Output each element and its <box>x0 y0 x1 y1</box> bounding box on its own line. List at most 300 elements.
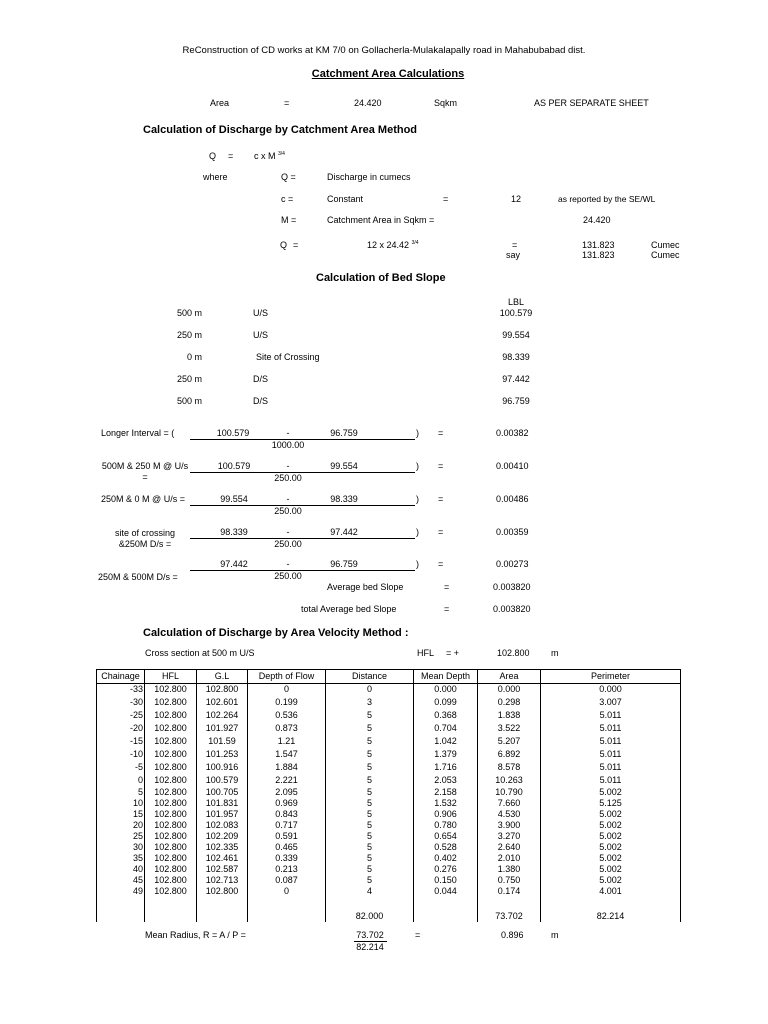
table-row <box>97 853 681 864</box>
table-cell: 0.368 <box>414 709 478 722</box>
slope-upper-value: 99.554 <box>220 494 248 504</box>
bed-point-distance: 500 m <box>176 308 202 318</box>
slope-label: 250M & 500M D/s = <box>98 572 178 582</box>
hfl-eq: = + <box>446 648 460 658</box>
table-cell: 0.704 <box>414 722 478 735</box>
table-cell <box>145 897 197 908</box>
slope-upper-value: 100.579 <box>217 461 251 471</box>
table-cell: 102.800 <box>145 787 197 798</box>
table-cell: 1.884 <box>248 761 326 774</box>
slope-denominator: 250.00 <box>274 571 302 581</box>
average-slope-label: Average bed Slope <box>327 582 404 592</box>
table-cell <box>414 897 478 908</box>
catchment-method-heading: Calculation of Discharge by Catchment Area Method <box>143 124 418 136</box>
table-row <box>97 735 681 748</box>
table-row <box>97 798 681 809</box>
page-title: Catchment Area Calculations <box>311 68 465 80</box>
slope-result: 0.00486 <box>496 494 529 504</box>
say-unit: Cumec <box>651 250 680 260</box>
bed-point-lbl: 99.554 <box>502 330 530 340</box>
mean-radius-denominator: 82.214 <box>356 942 384 952</box>
table-total-cell <box>414 908 478 922</box>
c-def-text: Constant <box>327 194 364 204</box>
table-total-cell: 82.000 <box>326 908 414 922</box>
table-cell: 0.099 <box>414 696 478 709</box>
column-header: Area <box>478 670 541 684</box>
table-cell: 102.335 <box>197 842 248 853</box>
table-total-cell: 73.702 <box>478 908 541 922</box>
table-cell: 1.547 <box>248 748 326 761</box>
table-cell: 1.716 <box>414 761 478 774</box>
table-cell: 10.790 <box>478 787 541 798</box>
slope-result: 0.00273 <box>496 559 529 569</box>
table-cell: -20 <box>97 722 145 735</box>
table-cell: 0.969 <box>248 798 326 809</box>
table-cell: 0.717 <box>248 820 326 831</box>
table-total-cell <box>97 908 145 922</box>
table-cell: 1.21 <box>248 735 326 748</box>
slope-minus: - <box>286 461 290 471</box>
table-cell: 5.002 <box>541 787 681 798</box>
slope-lower-value: 96.759 <box>330 428 358 438</box>
formula-rhs: c x M $^{3/4}$ <box>254 151 285 161</box>
formula-lhs: Q <box>209 151 217 161</box>
table-cell: 102.713 <box>197 875 248 886</box>
table-cell: 25 <box>97 831 145 842</box>
table-cell: 102.800 <box>145 820 197 831</box>
table-body <box>97 684 681 922</box>
table-cell: 101.927 <box>197 722 248 735</box>
table-cell: 0 <box>97 774 145 787</box>
table-cell: 4 <box>326 886 414 897</box>
table-cell: 102.800 <box>197 886 248 897</box>
slope-close-paren: ) <box>416 494 419 504</box>
area-velocity-heading: Calculation of Discharge by Area Velocity Method : <box>143 627 409 639</box>
table-row <box>97 761 681 774</box>
slope-lower-value: 97.442 <box>330 527 358 537</box>
area-value: 24.420 <box>354 98 382 108</box>
table-cell: 6.892 <box>478 748 541 761</box>
table-cell: 2.053 <box>414 774 478 787</box>
table-cell: 5.011 <box>541 735 681 748</box>
bed-point-location: D/S <box>253 396 269 406</box>
table-cell: 5.011 <box>541 722 681 735</box>
q-calc-value: 131.823 <box>582 240 615 250</box>
table-cell: 0.150 <box>414 875 478 886</box>
table-total-cell: 82.214 <box>541 908 681 922</box>
table-cell: 5.011 <box>541 709 681 722</box>
m-value: 24.420 <box>583 215 611 225</box>
column-header: Depth of Flow <box>248 670 326 684</box>
table-cell <box>326 897 414 908</box>
slope-upper-value: 97.442 <box>220 559 248 569</box>
table-row <box>97 864 681 875</box>
q-calc-symbol: Q <box>280 240 288 250</box>
table-cell: 102.083 <box>197 820 248 831</box>
table-cell: 102.800 <box>145 761 197 774</box>
say-value: 131.823 <box>582 250 615 260</box>
table-cell: 0.591 <box>248 831 326 842</box>
slope-denominator: 250.00 <box>274 539 302 549</box>
table-cell: 100.579 <box>197 774 248 787</box>
m-def-text: Catchment Area in Sqkm = <box>327 215 435 225</box>
table-cell: 102.800 <box>145 684 197 696</box>
table-cell: 40 <box>97 864 145 875</box>
table-cell <box>248 897 326 908</box>
q-calc-eq2: = <box>512 240 518 250</box>
table-cell: 5.002 <box>541 853 681 864</box>
table-cell: 102.800 <box>145 774 197 787</box>
table-cell: 1.838 <box>478 709 541 722</box>
slope-eq: = <box>438 428 444 438</box>
area-note: AS PER SEPARATE SHEET <box>534 98 649 108</box>
average-slope-eq: = <box>444 582 450 592</box>
table-cell: 5.002 <box>541 875 681 886</box>
column-header: Distance <box>326 670 414 684</box>
table-row <box>97 709 681 722</box>
table-cell: 0.199 <box>248 696 326 709</box>
slope-label: site of crossing &250M D/s = <box>114 528 176 549</box>
table-cell: 100.705 <box>197 787 248 798</box>
slope-result: 0.00410 <box>496 461 529 471</box>
slope-upper-value: 98.339 <box>220 527 248 537</box>
table-cell: 5 <box>326 735 414 748</box>
table-cell: 102.800 <box>145 831 197 842</box>
table-cell: -15 <box>97 735 145 748</box>
table-cell: 0.174 <box>478 886 541 897</box>
table-cell: 0 <box>326 684 414 696</box>
table-cell: 0.843 <box>248 809 326 820</box>
table-cell: 0.339 <box>248 853 326 864</box>
table-cell: 1.380 <box>478 864 541 875</box>
table-cell: 5.002 <box>541 820 681 831</box>
table-cell: 0.536 <box>248 709 326 722</box>
table-cell: 101.957 <box>197 809 248 820</box>
table-cell: 0 <box>248 684 326 696</box>
slope-eq: = <box>438 461 444 471</box>
table-cell: 5 <box>326 774 414 787</box>
formula-eq: = <box>228 151 234 161</box>
table-cell: 0.298 <box>478 696 541 709</box>
table-cell: 101.253 <box>197 748 248 761</box>
table-cell: 5.002 <box>541 809 681 820</box>
slope-close-paren: ) <box>416 461 419 471</box>
table-cell: 5.002 <box>541 864 681 875</box>
table-cell: 102.800 <box>145 864 197 875</box>
table-cell: 2.640 <box>478 842 541 853</box>
q-calc-expr: 12 x 24.42 $^{3/4}$ <box>367 240 419 250</box>
table-cell: 0.654 <box>414 831 478 842</box>
column-header: Perimeter <box>541 670 681 684</box>
document-subject: ReConstruction of CD works at KM 7/0 on Gollacherla-Mulakalapally road in Mahabubabad dist. <box>182 45 586 56</box>
table-cell: 102.800 <box>145 809 197 820</box>
table-cell: 102.800 <box>145 722 197 735</box>
table-cell: 10 <box>97 798 145 809</box>
table-cell: 102.209 <box>197 831 248 842</box>
table-cell: 5 <box>326 875 414 886</box>
table-cell: 102.800 <box>145 748 197 761</box>
table-row <box>97 787 681 798</box>
table-cell: 5 <box>326 864 414 875</box>
bed-point-lbl: 97.442 <box>502 374 530 384</box>
total-average-slope-eq: = <box>444 604 450 614</box>
table-cell: 2.010 <box>478 853 541 864</box>
table-row <box>97 831 681 842</box>
table-cell: 0.873 <box>248 722 326 735</box>
bed-point-lbl: 98.339 <box>502 352 530 362</box>
table-cell: 15 <box>97 809 145 820</box>
table-cell: 0.213 <box>248 864 326 875</box>
c-eq: = <box>443 194 449 204</box>
table-cell: 0.000 <box>414 684 478 696</box>
q-def-text: Discharge in cumecs <box>327 172 411 182</box>
table-cell: 4.001 <box>541 886 681 897</box>
slope-close-paren: ) <box>416 428 419 438</box>
table-cell: 0 <box>248 886 326 897</box>
table-cell: -25 <box>97 709 145 722</box>
slope-minus: - <box>286 527 290 537</box>
table-cell: 5 <box>326 853 414 864</box>
slope-label: 500M & 250 M @ U/s = <box>101 461 189 482</box>
table-cell <box>197 897 248 908</box>
table-cell: -5 <box>97 761 145 774</box>
table-cell: 5.011 <box>541 748 681 761</box>
table-cell: 0.000 <box>478 684 541 696</box>
slope-denominator: 250.00 <box>274 473 302 483</box>
table-cell: 0.750 <box>478 875 541 886</box>
slope-eq: = <box>438 559 444 569</box>
table-cell: 5.011 <box>541 774 681 787</box>
lbl-column-header: LBL <box>507 297 525 307</box>
table-cell: 102.587 <box>197 864 248 875</box>
mean-radius-unit: m <box>551 930 559 940</box>
table-cell: 5.125 <box>541 798 681 809</box>
column-header: HFL <box>145 670 197 684</box>
bed-slope-heading: Calculation of Bed Slope <box>316 272 446 284</box>
table-cell: 5 <box>97 787 145 798</box>
table-cell: 1.042 <box>414 735 478 748</box>
table-cell: 102.800 <box>145 709 197 722</box>
total-average-slope-value: 0.003820 <box>493 604 531 614</box>
table-cell: 102.800 <box>197 684 248 696</box>
m-def-symbol: M = <box>281 215 297 225</box>
table-cell: 5 <box>326 809 414 820</box>
total-average-slope-label: total Average bed Slope <box>301 604 397 614</box>
table-cell: 2.221 <box>248 774 326 787</box>
table-cell: 5 <box>326 820 414 831</box>
hfl-unit: m <box>551 648 559 658</box>
table-row <box>97 820 681 831</box>
slope-fraction-bar <box>190 472 415 473</box>
table-cell: 0.465 <box>248 842 326 853</box>
hfl-value: 102.800 <box>497 648 530 658</box>
slope-close-paren: ) <box>416 527 419 537</box>
q-def-symbol: Q = <box>281 172 296 182</box>
table-cell <box>478 897 541 908</box>
table-cell: 102.601 <box>197 696 248 709</box>
say-label: say <box>506 250 521 260</box>
hfl-label: HFL <box>417 648 435 658</box>
average-slope-value: 0.003820 <box>493 582 531 592</box>
slope-minus: - <box>286 559 290 569</box>
slope-minus: - <box>286 428 290 438</box>
slope-eq: = <box>438 527 444 537</box>
table-cell: 49 <box>97 886 145 897</box>
slope-lower-value: 96.759 <box>330 559 358 569</box>
table-cell: 102.800 <box>145 875 197 886</box>
c-value: 12 <box>511 194 522 204</box>
table-total-cell <box>145 908 197 922</box>
table-cell: 3.522 <box>478 722 541 735</box>
table-cell: 1.379 <box>414 748 478 761</box>
table-cell: 2.158 <box>414 787 478 798</box>
table-cell: 5 <box>326 722 414 735</box>
table-cell: 102.800 <box>145 842 197 853</box>
bed-point-location: U/S <box>253 330 269 340</box>
table-cell: 5 <box>326 798 414 809</box>
table-cell: 3.270 <box>478 831 541 842</box>
mean-radius-numerator: 73.702 <box>356 930 384 940</box>
table-row <box>97 696 681 709</box>
table-cell: 5.002 <box>541 831 681 842</box>
slope-fraction-bar <box>190 505 415 506</box>
slope-result: 0.00359 <box>496 527 529 537</box>
table-row <box>97 748 681 761</box>
table-cell: 5 <box>326 761 414 774</box>
table-row <box>97 684 681 696</box>
bed-point-distance: 250 m <box>176 374 202 384</box>
table-row <box>97 774 681 787</box>
q-calc-unit: Cumec <box>651 240 680 250</box>
table-cell: 30 <box>97 842 145 853</box>
slope-lower-value: 99.554 <box>330 461 358 471</box>
table-cell <box>97 897 145 908</box>
slope-denominator: 1000.00 <box>271 440 305 450</box>
table-row <box>97 842 681 853</box>
table-cell: 102.461 <box>197 853 248 864</box>
table-row <box>97 875 681 886</box>
table-cell: 5 <box>326 709 414 722</box>
bed-point-distance: 250 m <box>176 330 202 340</box>
table-cell: 0.402 <box>414 853 478 864</box>
table-cell: -33 <box>97 684 145 696</box>
table-cell: 0.906 <box>414 809 478 820</box>
table-cell: 0.044 <box>414 886 478 897</box>
slope-label: 250M & 0 M @ U/s = <box>101 494 185 504</box>
mean-radius-eq: = <box>415 930 421 940</box>
table-cell: 0.276 <box>414 864 478 875</box>
table-cell: 4.530 <box>478 809 541 820</box>
slope-fraction-bar <box>190 538 415 539</box>
bed-point-location: U/S <box>253 308 269 318</box>
where-label: where <box>203 172 228 182</box>
area-label: Area <box>210 98 230 108</box>
column-header: G.L <box>197 670 248 684</box>
table-cell: 5 <box>326 842 414 853</box>
bed-point-lbl: 96.759 <box>502 396 530 406</box>
table-cell: 101.831 <box>197 798 248 809</box>
slope-lower-value: 98.339 <box>330 494 358 504</box>
table-cell: 3 <box>326 696 414 709</box>
table-cell: 20 <box>97 820 145 831</box>
cross-section-table <box>96 669 681 922</box>
table-cell: 10.263 <box>478 774 541 787</box>
table-cell: 2.095 <box>248 787 326 798</box>
table-cell: 0.087 <box>248 875 326 886</box>
table-cell: 1.532 <box>414 798 478 809</box>
table-cell: 3.900 <box>478 820 541 831</box>
bed-point-location: D/S <box>253 374 269 384</box>
bed-point-lbl: 100.579 <box>499 308 533 318</box>
table-cell: 0.780 <box>414 820 478 831</box>
table-cell: 5.011 <box>541 761 681 774</box>
table-cell: 0.528 <box>414 842 478 853</box>
table-cell: 102.264 <box>197 709 248 722</box>
column-header: Mean Depth <box>414 670 478 684</box>
c-def-symbol: c = <box>281 194 294 204</box>
table-row <box>97 886 681 897</box>
column-header: Chainage <box>97 670 145 684</box>
table-cell: 5.207 <box>478 735 541 748</box>
slope-denominator: 250.00 <box>274 506 302 516</box>
table-cell: -30 <box>97 696 145 709</box>
table-cell: 5.002 <box>541 842 681 853</box>
slope-eq: = <box>438 494 444 504</box>
table-cell: 5 <box>326 787 414 798</box>
area-unit: Sqkm <box>434 98 458 108</box>
table-total-cell <box>197 908 248 922</box>
table-cell: 7.660 <box>478 798 541 809</box>
slope-fraction-bar <box>190 570 415 571</box>
table-total-row <box>97 908 681 922</box>
bed-point-distance: 0 m <box>186 352 202 362</box>
table-row <box>97 809 681 820</box>
cross-section-label: Cross section at 500 m U/S <box>145 648 255 658</box>
slope-result: 0.00382 <box>496 428 529 438</box>
table-cell: 0.000 <box>541 684 681 696</box>
table-total-cell <box>248 908 326 922</box>
table-cell: 102.800 <box>145 798 197 809</box>
c-note: as reported by the SE/WL <box>558 194 656 204</box>
table-cell: 35 <box>97 853 145 864</box>
table-cell: 8.578 <box>478 761 541 774</box>
table-cell <box>541 897 681 908</box>
mean-radius-value: 0.896 <box>501 930 524 940</box>
mean-radius-label: Mean Radius, R = A / P = <box>145 930 246 940</box>
table-cell: 45 <box>97 875 145 886</box>
table-header-row <box>97 670 681 684</box>
slope-close-paren: ) <box>416 559 419 569</box>
table-row <box>97 722 681 735</box>
bed-point-distance: 500 m <box>176 396 202 406</box>
table-cell: 102.800 <box>145 735 197 748</box>
table-cell: 5 <box>326 831 414 842</box>
bed-point-location: Site of Crossing <box>256 352 320 362</box>
q-calc-eq: = <box>293 240 299 250</box>
slope-minus: - <box>286 494 290 504</box>
table-cell: 100.916 <box>197 761 248 774</box>
table-spacer-row <box>97 897 681 908</box>
slope-label: Longer Interval = ( <box>101 428 175 438</box>
table-cell: 101.59 <box>197 735 248 748</box>
table-cell: 3.007 <box>541 696 681 709</box>
area-eq: = <box>284 98 290 108</box>
table-cell: 5 <box>326 748 414 761</box>
table-cell: 102.800 <box>145 886 197 897</box>
slope-upper-value: 100.579 <box>216 428 250 438</box>
table-cell: 102.800 <box>145 853 197 864</box>
table-cell: -10 <box>97 748 145 761</box>
